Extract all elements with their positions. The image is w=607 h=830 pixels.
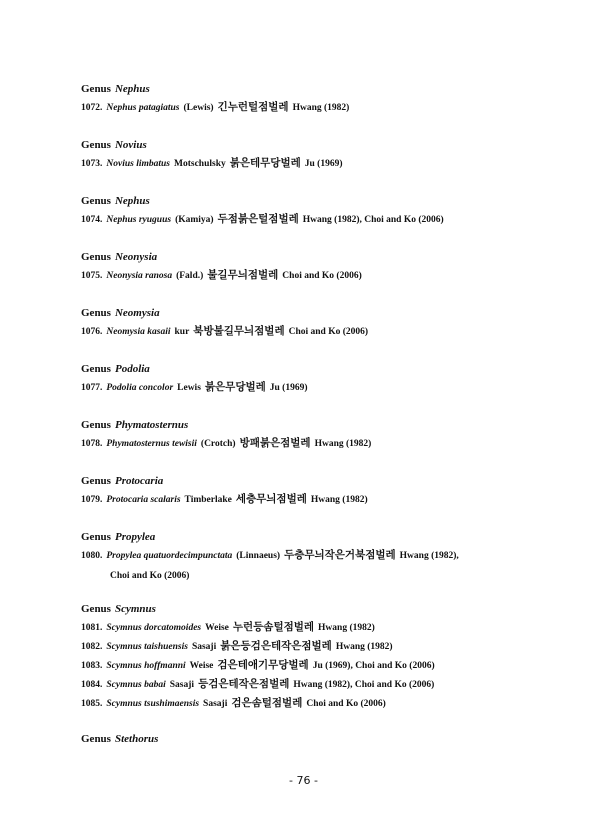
references: Hwang (1982) <box>292 103 350 113</box>
species-entry <box>81 377 531 398</box>
species-entry <box>81 655 531 676</box>
korean-name: 불길무늬점벌레 <box>207 269 279 281</box>
species-entry <box>81 97 531 118</box>
genus-name: Stethorus <box>114 733 159 745</box>
entry-number: 1085. <box>81 699 103 709</box>
scientific-name: Scymnus taishuensis <box>106 642 188 652</box>
references: Hwang (1982), Choi and Ko (2006) <box>302 215 444 225</box>
entry-number: 1078. <box>81 439 103 449</box>
genus-name: Phymatosternus <box>114 419 189 431</box>
scientific-name: Scymnus babai <box>106 680 166 690</box>
genus-name: Podolia <box>114 363 150 375</box>
species-entry <box>81 153 531 174</box>
scientific-name: Nephus patagiatus <box>106 103 180 113</box>
genus-name: Neomysia <box>114 307 160 319</box>
scientific-name: Neomysia kasaii <box>106 327 171 337</box>
entry-number: 1077. <box>81 383 103 393</box>
genus-label: Genus <box>81 531 111 543</box>
author: Sasaji <box>191 642 217 652</box>
genus-heading <box>81 363 150 375</box>
references: Hwang (1982), <box>399 551 459 561</box>
genus-label: Genus <box>81 603 111 615</box>
entry-number: 1073. <box>81 159 103 169</box>
korean-name: 세층무늬점벌레 <box>235 493 307 505</box>
scientific-name: Propylea quatuordecimpunctata <box>106 551 233 561</box>
korean-name: 두점붉은털점벌레 <box>217 213 299 225</box>
entry-number: 1079. <box>81 495 103 505</box>
author: (Linnaeus) <box>236 551 281 561</box>
genus-name: Novius <box>114 139 147 151</box>
genus-name: Neonysia <box>114 251 158 263</box>
species-entry <box>81 265 531 286</box>
scientific-name: Protocaria scalaris <box>106 495 181 505</box>
references: Ju (1969) <box>304 159 343 169</box>
scientific-name: Novius limbatus <box>106 159 170 169</box>
genus-heading <box>81 603 156 615</box>
references: Ju (1969), Choi and Ko (2006) <box>312 661 435 671</box>
korean-name: 북방불길무늬점벌레 <box>193 325 285 337</box>
korean-name: 검은솜털점벌레 <box>231 697 303 709</box>
genus-name: Nephus <box>114 83 150 95</box>
genus-heading <box>81 139 147 151</box>
genus-name: Scymnus <box>114 603 156 615</box>
genus-label: Genus <box>81 195 111 207</box>
species-entry <box>81 545 531 586</box>
scientific-name: Nephus ryuguus <box>106 215 172 225</box>
genus-label: Genus <box>81 251 111 263</box>
entry-number: 1083. <box>81 661 103 671</box>
entry-number: 1082. <box>81 642 103 652</box>
genus-heading <box>81 83 150 95</box>
scientific-name: Podolia concolor <box>106 383 174 393</box>
author: Sasaji <box>169 680 195 690</box>
genus-heading <box>81 733 158 745</box>
species-entry <box>81 693 531 714</box>
references: Choi and Ko (2006) <box>306 699 386 709</box>
genus-heading <box>81 195 150 207</box>
korean-name: 붉은무당벌레 <box>204 381 266 393</box>
korean-name: 긴누런털점벌레 <box>217 101 289 113</box>
korean-name: 등검은테작은점벌레 <box>198 678 290 690</box>
genus-heading <box>81 307 160 319</box>
genus-name: Nephus <box>114 195 150 207</box>
scientific-name: Phymatosternus tewisii <box>106 439 197 449</box>
references: Hwang (1982) <box>314 439 372 449</box>
author: (Crotch) <box>200 439 236 449</box>
korean-name: 붉은등검은테작은점벌레 <box>220 640 332 652</box>
entry-number: 1080. <box>81 551 103 561</box>
scientific-name: Scymnus hoffmanni <box>106 661 186 671</box>
genus-label: Genus <box>81 307 111 319</box>
genus-heading <box>81 531 155 543</box>
genus-name: Propylea <box>114 531 156 543</box>
references: Hwang (1982), Choi and Ko (2006) <box>293 680 435 690</box>
genus-heading <box>81 251 157 263</box>
species-entry <box>81 209 531 230</box>
references: Choi and Ko (2006) <box>288 327 369 337</box>
author: Motschulsky <box>174 159 226 169</box>
entry-number: 1076. <box>81 327 103 337</box>
genus-label: Genus <box>81 139 111 151</box>
references: Choi and Ko (2006) <box>282 271 362 281</box>
species-entry <box>81 617 531 638</box>
entry-number: 1074. <box>81 215 103 225</box>
entry-number: 1075. <box>81 271 103 281</box>
entry-number: 1084. <box>81 680 103 690</box>
author: (Fald.) <box>176 271 204 281</box>
author: kur <box>174 327 190 337</box>
scientific-name: Scymnus tsushimaensis <box>106 699 200 709</box>
genus-label: Genus <box>81 363 111 375</box>
author: (Lewis) <box>183 103 214 113</box>
korean-name: 누런등솜털점벌레 <box>232 621 315 633</box>
references-continued: Choi and Ko (2006) <box>110 571 190 581</box>
species-entry <box>81 433 531 454</box>
author: Weise <box>189 661 214 671</box>
species-entry <box>81 321 531 342</box>
korean-name: 방패붉은점벌레 <box>239 437 311 449</box>
genus-name: Protocaria <box>114 475 164 487</box>
references: Ju (1969) <box>269 383 308 393</box>
scientific-name: Neonysia ranosa <box>106 271 173 281</box>
korean-name: 검은테애기무당벌레 <box>217 659 309 671</box>
species-entry <box>81 489 531 510</box>
korean-name: 붉은테무당벌레 <box>229 157 301 169</box>
genus-label: Genus <box>81 83 111 95</box>
genus-label: Genus <box>81 475 111 487</box>
author: (Kamiya) <box>175 215 214 225</box>
references: Hwang (1982) <box>335 642 393 652</box>
species-entry <box>81 674 531 695</box>
genus-heading <box>81 419 188 431</box>
author: Sasaji <box>203 699 228 709</box>
genus-heading <box>81 475 163 487</box>
page-number: - 76 - <box>289 774 318 787</box>
genus-label: Genus <box>81 733 111 745</box>
korean-name: 두층무늬작은거북점벌레 <box>284 549 396 561</box>
entry-number: 1072. <box>81 103 103 113</box>
author: Weise <box>205 623 229 633</box>
species-entry <box>81 636 531 657</box>
references: Hwang (1982) <box>318 623 375 633</box>
author: Timberlake <box>184 495 232 505</box>
author: Lewis <box>177 383 201 393</box>
references: Hwang (1982) <box>310 495 368 505</box>
genus-label: Genus <box>81 419 111 431</box>
scientific-name: Scymnus dorcatomoides <box>106 623 202 633</box>
entry-number: 1081. <box>81 623 103 633</box>
